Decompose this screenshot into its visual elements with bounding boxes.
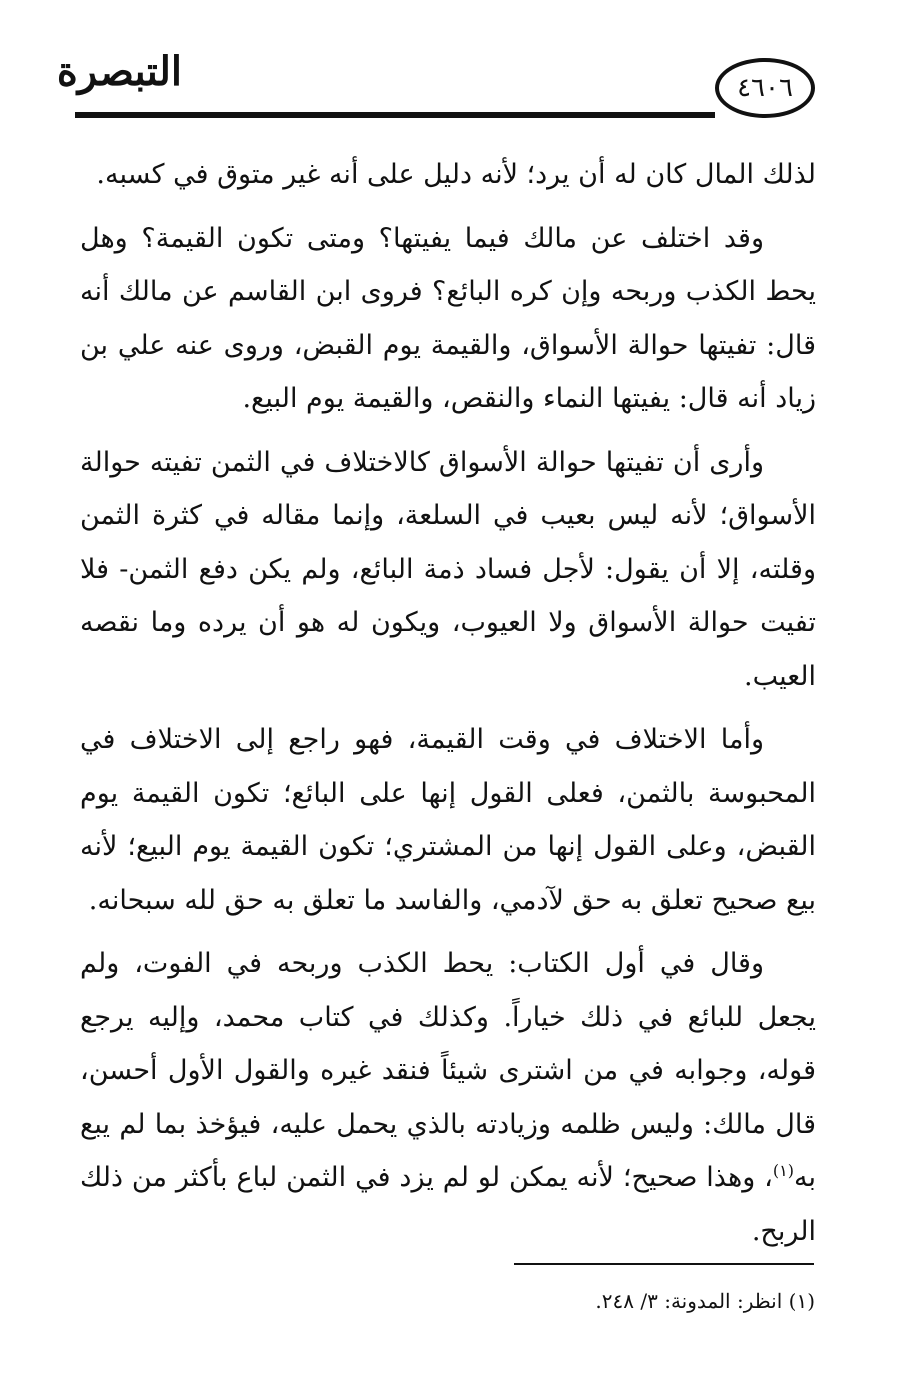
paragraph-4: وأما الاختلاف في وقت القيمة، فهو راجع إلى الاختلاف في المحبوسة بالثمن، فعلى القول إنها على البائع؛ تكون القيمة يوم القبض، وعلى القول إنها من المشتري؛ تكون القيمة يوم البيع؛ لأنه بيع صحيح تعلق به حق لآدمي، والفاسد ما تعلق به حق لله سبحانه. [80,724,816,916]
footnote-reference[interactable]: (١) [772,1161,794,1180]
paragraph-5-part-1: وقال في أول الكتاب: يحط الكذب وربحه في الفوت، ولم يجعل للبائع في ذلك خياراً. وكذلك في كتاب محمد، وإليه يرجع قوله، وجوابه في من اشترى شيئاً فنقد غيره والقول الأول أحسن، قال مالك: وليس ظلمه وزيادته بالذي يحمل عليه، فيؤخذ بما لم يبع به [80,948,816,1193]
main-text [80,148,816,1268]
page-header [0,0,920,130]
header-rule [75,112,715,118]
paragraph-3: وأرى أن تفيتها حوالة الأسواق كالاختلاف في الثمن تفيته حوالة الأسواق؛ لأنه ليس بعيب في السلعة، وإنما مقاله في كثرة الثمن وقلته، إلا أن يقول: لأجل فساد ذمة البائع، ولم يكن دفع الثمن- فلا تفيت حوالة الأسواق ولا العيوب، ويكون له هو أن يرده وما نقصه العيب. [80,446,816,692]
footnote: (١) انظر: المدونة: ٣/ ٢٤٨. [595,1289,815,1313]
paragraph-5 [80,937,816,1258]
book-title: التبصرة [56,48,182,95]
footnote-separator [514,1263,814,1265]
paragraph-1: لذلك المال كان له أن يرد؛ لأنه دليل على أنه غير متوق في كسبه. [96,159,816,190]
page-number-badge [715,58,815,118]
page-number: ٤٦٠٦ [737,73,793,103]
paragraph-5-part-2: ، وهذا صحيح؛ لأنه يمكن لو لم يزد في الثمن لباع بأكثر من ذلك الربح. [80,1162,816,1247]
paragraph-2: وقد اختلف عن مالك فيما يفيتها؟ ومتى تكون القيمة؟ وهل يحط الكذب وربحه وإن كره البائع؟ فروى ابن القاسم عن مالك أنه قال: تفيتها حوالة الأسواق، والقيمة يوم القبض، وروى عنه علي بن زياد أنه قال: يفيتها النماء والنقص، والقيمة يوم البيع. [80,222,816,414]
